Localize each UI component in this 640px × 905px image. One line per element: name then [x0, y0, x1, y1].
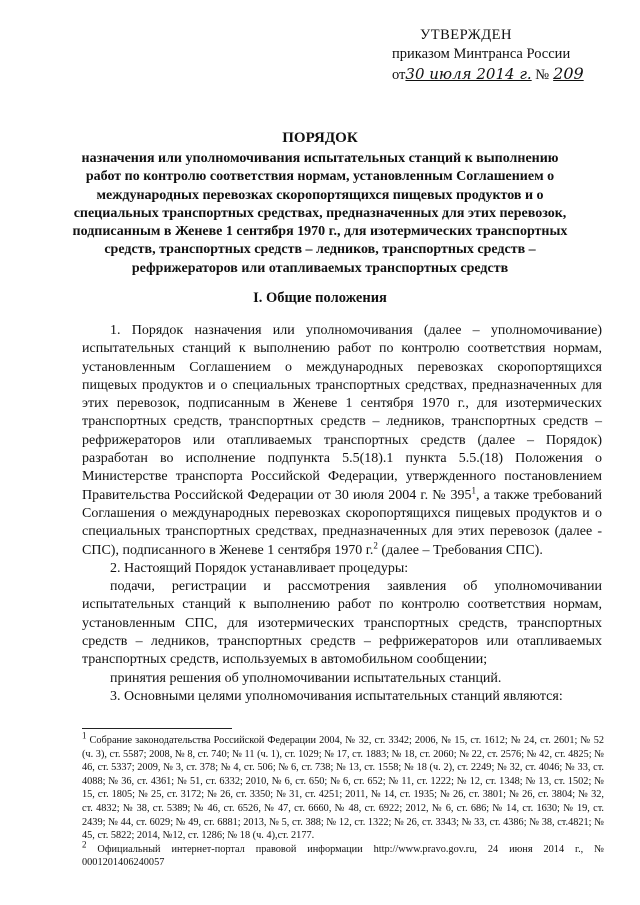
- section-heading: I. Общие положения: [253, 290, 387, 306]
- footnote-2-mark: 2: [82, 839, 87, 850]
- paragraph-1-part-b: , а также требований Соглашения о международных перевозках скоропортящихся пищевых продуктов и о специальных транспортных средствах, предназначенных для этих перевозок (далее - СПС), подписанного в Женеве 1 сентября 1970 г.: [82, 487, 603, 558]
- paragraph-5: 3. Основными целями уполномочивания испытательных станций являются:: [110, 688, 563, 704]
- document-subtitle: назначения или уполномочивания испытательных станций к выполнению работ по контролю соответствия нормам, установленным Соглашением о международных перевозках скоропортящихся пищевых продуктов и о специальных транспортных средствах, предназначенных для этих перевозок, подписанным в Женеве 1 сентября 1970 г., для изотермических транспортных средств, транспортных средств – ледников, транспортных средств – рефрижераторов или отапливаемых транспортных средств: [72, 151, 568, 276]
- date-prefix: от: [392, 67, 406, 83]
- document-title: ПОРЯДОК: [282, 130, 358, 146]
- footnote-1: [82, 730, 604, 843]
- paragraph-3: подачи, регистрации и рассмотрения заявления об уполномочивании испытательных станций к выполнению работ по контролю соответствия нормам, установленным СПС, для изотермических транспортных средств, транспортных средств – ледников, транспортных средств – рефрижераторов или отапливаемых транспортных средств, используемых в автомобильном сообщении;: [82, 579, 602, 668]
- footnote-ref-1: 1: [471, 485, 476, 496]
- footnotes: [82, 730, 604, 870]
- paragraph-1: [82, 322, 602, 560]
- handwritten-date: 30 июля 2014 г.: [405, 65, 532, 83]
- order-line: приказом Минтранса России: [392, 46, 571, 62]
- order-date-line: [392, 64, 622, 85]
- approval-block: [392, 26, 622, 85]
- footnote-1-mark: 1: [82, 730, 87, 741]
- approved-label: УТВЕРЖДЕН: [420, 27, 512, 43]
- footnote-2-text: Официальный интернет-портал правовой информации http://www.pravo.gov.ru, 24 июня 2014 г., № 0001201406240057: [82, 843, 604, 869]
- paragraph-4: принятия решения об уполномочивании испытательных станций.: [110, 670, 502, 686]
- footnote-1-text: Собрание законодательства Российской Федерации 2004, № 32, ст. 3342; 2006, № 15, ст. 1612; № 24, ст. 2601; № 52 (ч. 3), ст. 5587; 2008, № 8, ст. 740; № 11 (ч. 1), ст. 1029; № 17, ст. 1883; № 18, ст. 2060; № 22, ст. 2576; № 42, ст. 4825; № 46, ст. 5337; 2009, № 3, ст. 378; № 4, ст. 506; № 6, ст. 738; № 13, ст. 1558; № 18 (ч. 2), ст. 2249; № 32, ст. 4046; № 33, ст. 4088; № 36, ст. 4361; № 51, ст. 6332; 2010, № 6, ст. 650; № 6, ст. 652; № 11, ст. 1222; № 12, ст. 1348; № 13, ст. 1502; № 15, ст. 1805; № 25, ст. 3172; № 26, ст. 3350; № 31, ст. 4251; 2011, № 14, ст. 1935; № 26, ст. 3801; № 26, ст. 3804; № 32, ст. 4832; № 38, ст. 5389; № 46, ст. 6526, № 47, ст. 6660, № 48, ст. 6922; 2012, № 6, ст. 686; № 14, ст. 1630; № 19, ст. 2439; № 44, ст. 6029; № 49, ст. 6881; 2013, № 5, ст. 388; № 12, ст. 1322; № 26, ст. 3343; № 33, ст. 4386; № 38, ст.4821; № 45, ст. 5822; 2014, №12, ст. 1286; № 18 (ч. 4),ст. 2177.: [82, 735, 604, 842]
- footnote-2: [82, 839, 604, 870]
- paragraph-2: 2. Настоящий Порядок устанавливает процедуры:: [110, 560, 409, 576]
- paragraph-1-part-c: (далее – Требования СПС).: [377, 542, 543, 558]
- footnote-ref-2: 2: [373, 539, 378, 550]
- number-prefix: №: [535, 67, 550, 83]
- footnote-separator: [82, 728, 232, 729]
- handwritten-number: 209: [553, 64, 584, 83]
- document-body: [82, 322, 602, 706]
- paragraph-1-part-a: 1. Порядок назначения или уполномочивания (далее – уполномочивание) испытательных станций к выполнению работ по контролю соответствия нормам, установленным Соглашением о международных перевозках скоропортящихся пищевых продуктов и о специальных транспортных средствах, предназначенных для этих перевозок, подписанным в Женеве 1 сентября 1970 г., для изотермических транспортных средств, транспортных средств – ледников, транспортных средств – рефрижераторов или отапливаемых транспортных средств (далее – Порядок) разработан во исполнение подпункта 5.5(18).1 пункта 5.5.(18) Положения о Министерстве транспорта Российской Федерации, утвержденного постановлением Правительства Российской Федерации от 30 июля 2004 г. № 395: [82, 323, 602, 503]
